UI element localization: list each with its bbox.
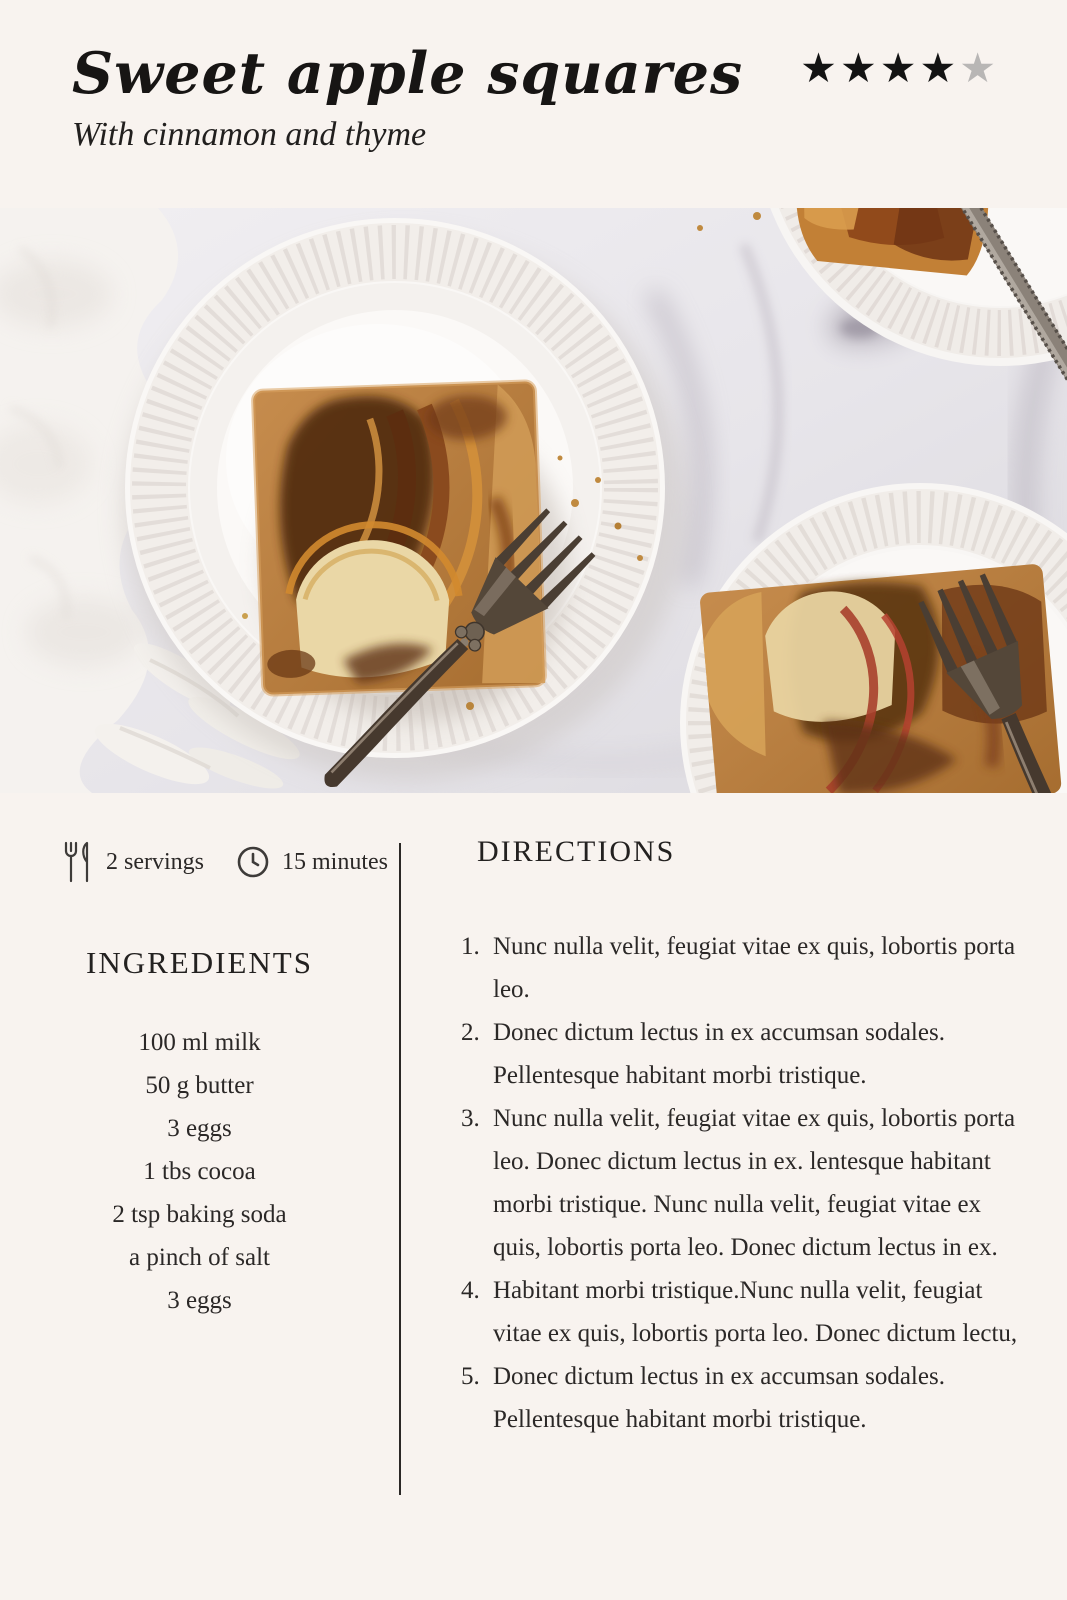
direction-step: Donec dictum lectus in ex accumsan sodales. Pellentesque habitant morbi tristique. [493, 1019, 945, 1089]
servings-label: 2 servings [106, 848, 204, 875]
time-meta [236, 845, 388, 879]
ingredient-item: 3 eggs [167, 1287, 232, 1314]
content [0, 793, 1067, 1600]
star-icon: ★ [839, 45, 880, 91]
cutlery-icon [62, 840, 94, 884]
ingredient-item: 100 ml milk [138, 1029, 261, 1056]
star-icon: ★ [959, 45, 999, 91]
direction-step: Habitant morbi tristique.Nunc nulla velit, feugiat vitae ex quis, lobortis porta leo. Donec dictum lectu, [493, 1277, 1018, 1347]
directions-column [401, 835, 1067, 1600]
star-icon: ★ [800, 45, 840, 91]
meta-row [0, 835, 399, 889]
time-label: 15 minutes [282, 848, 388, 875]
ingredients-column [0, 835, 399, 1600]
page-subtitle: With cinnamon and thyme [72, 116, 427, 154]
directions-list [457, 925, 1029, 1441]
star-icon: ★ [879, 45, 920, 91]
cake-slice-main [253, 380, 574, 727]
ingredients-list [0, 1021, 399, 1322]
clock-icon [236, 845, 270, 879]
ingredient-item: 3 eggs [167, 1115, 232, 1142]
recipe-photo [0, 208, 1067, 793]
direction-step: Nunc nulla velit, feugiat vitae ex quis, lobortis porta leo. [493, 933, 1016, 1003]
direction-step: Nunc nulla velit, feugiat vitae ex quis, lobortis porta leo. Donec dictum lectus in ex. lentesque habitant morbi tristique. Nunc nulla velit, feugiat vitae ex quis, lobortis porta leo. Donec dictum lectus in ex. [493, 1105, 1016, 1261]
ingredients-heading: INGREDIENTS [86, 945, 313, 980]
directions-heading: DIRECTIONS [477, 835, 676, 868]
direction-step: Donec dictum lectus in ex accumsan sodales. Pellentesque habitant morbi tristique. [493, 1363, 945, 1433]
header [0, 0, 1067, 208]
ingredient-item: 1 tbs cocoa [143, 1158, 256, 1185]
ingredient-item: 50 g butter [145, 1072, 254, 1099]
recipe-photo-illustration [0, 208, 1067, 793]
servings-meta [62, 840, 204, 884]
page-title: Sweet apple squares [72, 40, 744, 107]
ingredient-item: 2 tsp baking soda [112, 1201, 287, 1228]
star-rating [800, 45, 999, 91]
ingredient-item: a pinch of salt [129, 1244, 270, 1271]
star-icon: ★ [919, 45, 960, 91]
